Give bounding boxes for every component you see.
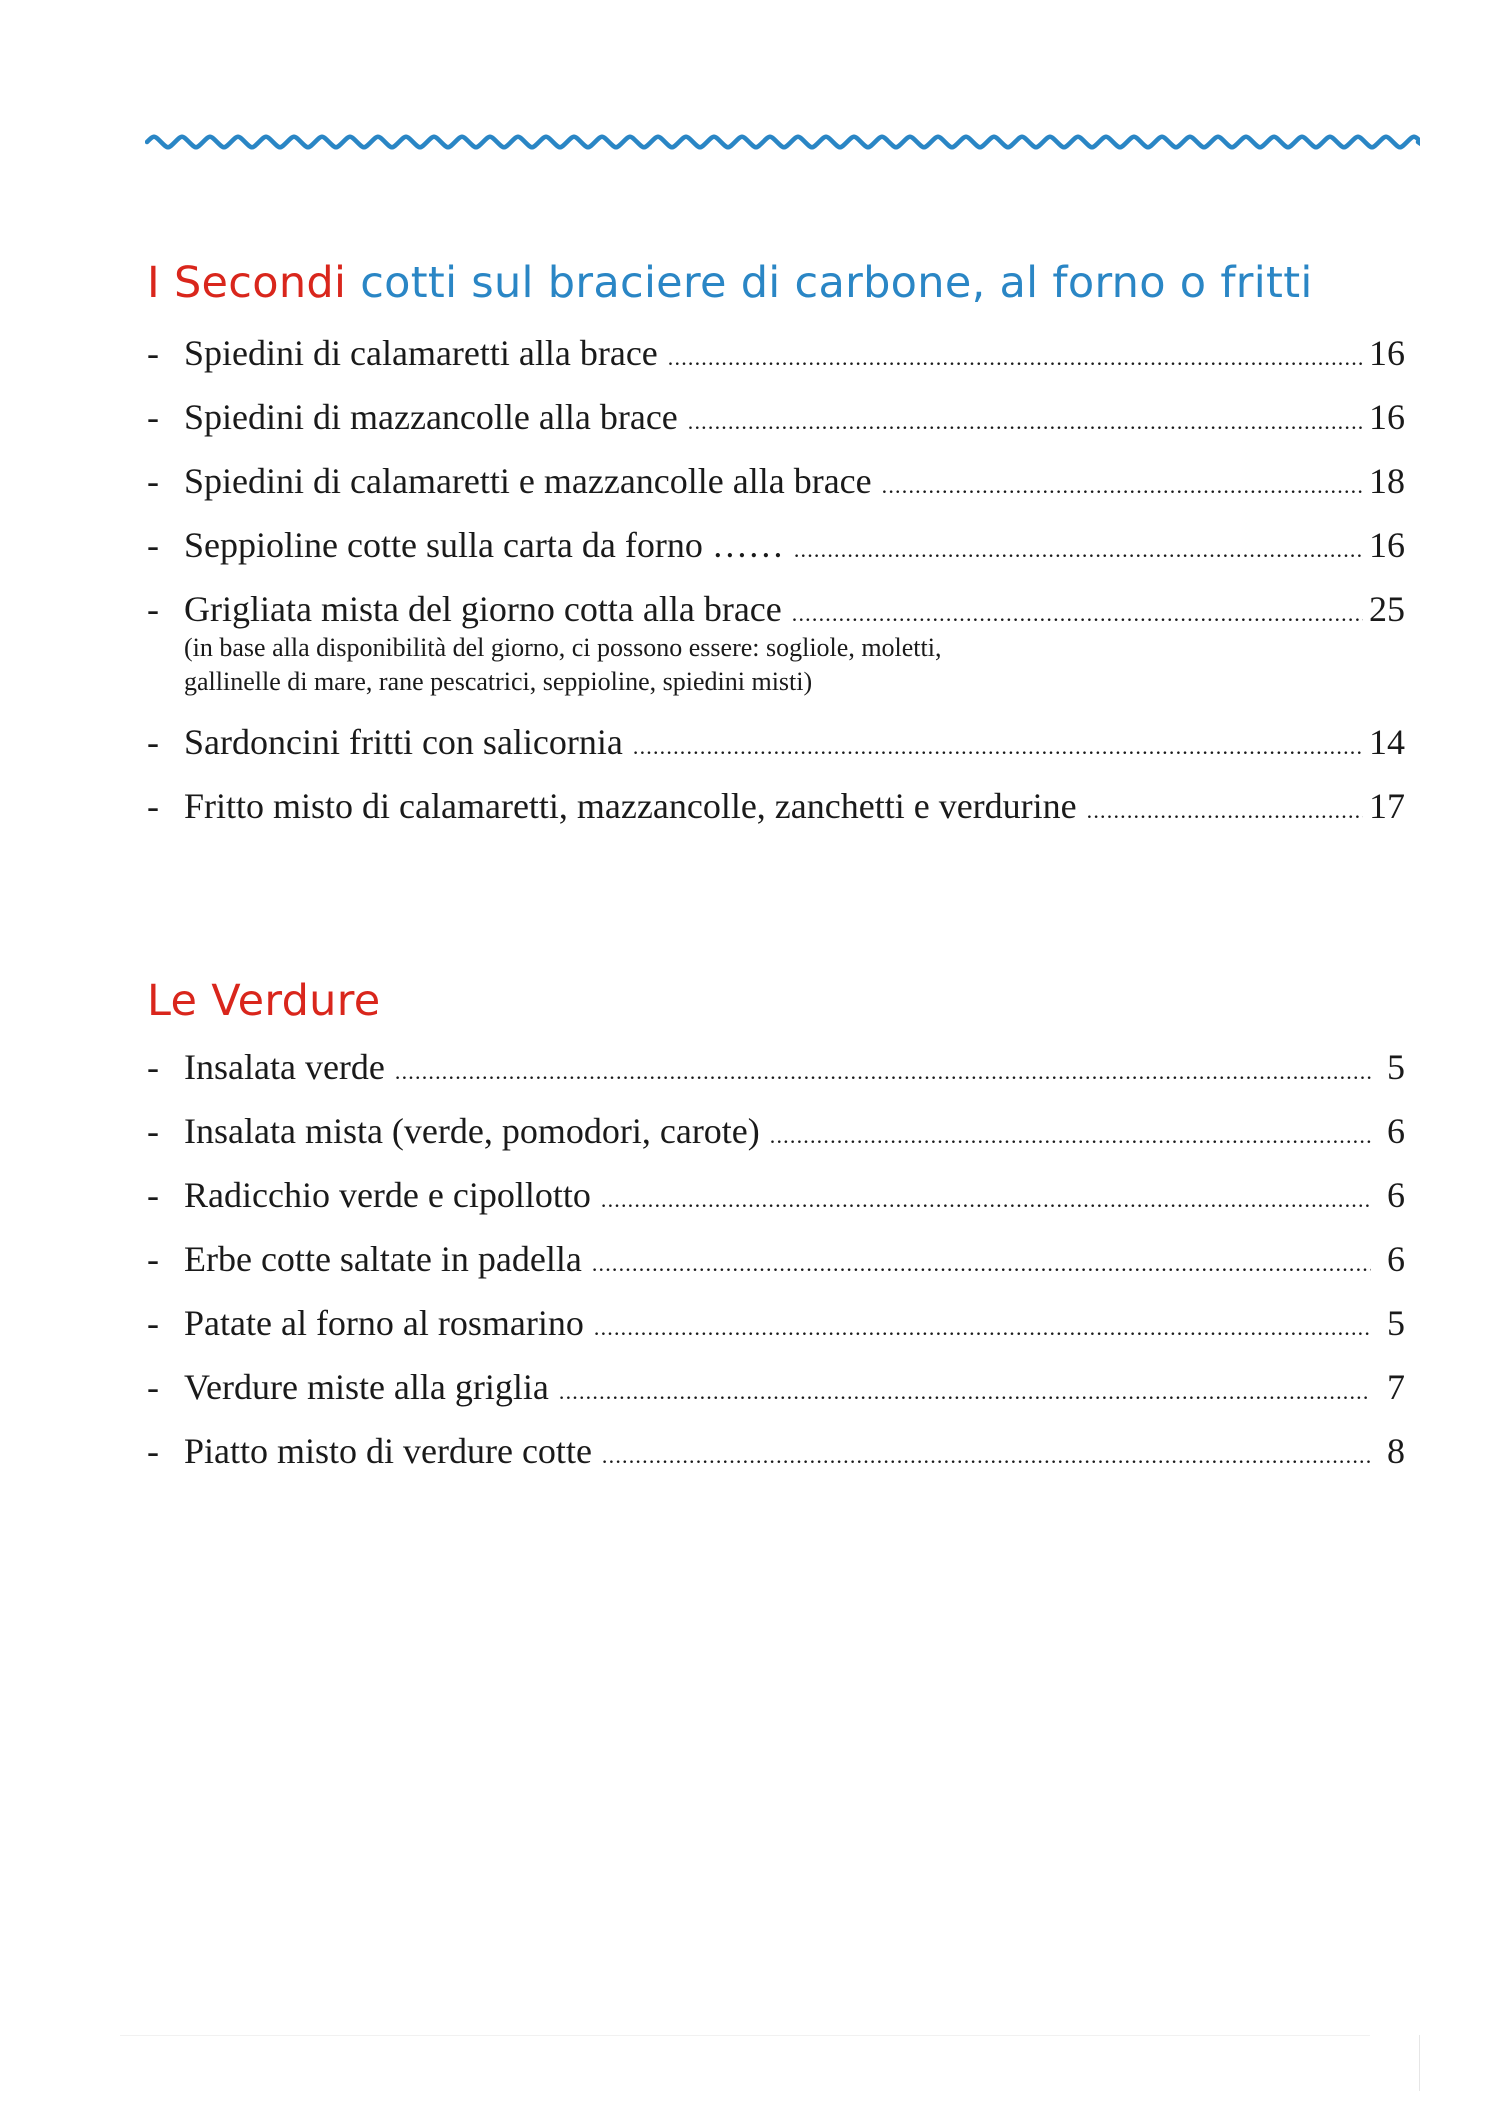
menu-item (147, 1173, 1405, 1217)
item-price: 16 (1369, 333, 1405, 373)
item-price: 6 (1387, 1239, 1405, 1279)
item-dash: - (147, 397, 159, 437)
dot-leader (794, 528, 1363, 572)
item-dash: - (147, 333, 159, 373)
item-dash: - (147, 1431, 159, 1471)
item-name: Insalata mista (verde, pomodori, carote) (184, 1111, 760, 1151)
item-name: Erbe cotte saltate in padella (184, 1239, 582, 1279)
dot-leader (1087, 789, 1363, 833)
item-dash: - (147, 1367, 159, 1407)
footer-divider (120, 2035, 1370, 2036)
section-title-secondi (147, 258, 1313, 308)
dot-leader (594, 1306, 1371, 1350)
dot-leader (633, 725, 1363, 769)
menu-item (147, 587, 1405, 699)
section-title-verdure (147, 976, 381, 1026)
menu-item (147, 1237, 1405, 1281)
item-price: 6 (1387, 1175, 1405, 1215)
item-name: Radicchio verde e cipollotto (184, 1175, 591, 1215)
item-dash: - (147, 786, 159, 826)
dot-leader (592, 1242, 1371, 1286)
title-secondi-blue: cotti sul braciere di carbone, al forno o fritti (360, 258, 1313, 308)
dot-leader (688, 400, 1363, 444)
menu-item (147, 1109, 1405, 1153)
menu-item (147, 1301, 1405, 1345)
item-dash: - (147, 1111, 159, 1151)
item-dash: - (147, 461, 159, 501)
dot-leader (792, 592, 1363, 636)
item-name: Verdure miste alla griglia (184, 1367, 549, 1407)
item-price: 6 (1387, 1111, 1405, 1151)
item-dash: - (147, 1047, 159, 1087)
item-dash: - (147, 1175, 159, 1215)
item-name: Patate al forno al rosmarino (184, 1303, 584, 1343)
dot-leader (559, 1370, 1371, 1414)
item-name: Seppioline cotte sulla carta da forno …… (184, 525, 784, 565)
item-name: Spiedini di mazzancolle alla brace (184, 397, 678, 437)
item-dash: - (147, 1239, 159, 1279)
item-price: 14 (1369, 722, 1405, 762)
item-price: 17 (1369, 786, 1405, 826)
item-price: 25 (1369, 589, 1405, 629)
item-price: 5 (1387, 1303, 1405, 1343)
dot-leader (668, 336, 1363, 380)
dot-leader (770, 1114, 1371, 1158)
menu-item (147, 784, 1405, 828)
item-name: Fritto misto di calamaretti, mazzancolle, zanchetti e verdurine (184, 786, 1077, 826)
item-price: 8 (1387, 1431, 1405, 1471)
dot-leader (395, 1050, 1371, 1094)
item-price: 18 (1369, 461, 1405, 501)
menu-item (147, 331, 1405, 375)
menu-item (147, 720, 1405, 764)
item-price: 16 (1369, 397, 1405, 437)
dot-leader (602, 1434, 1371, 1478)
item-name: Grigliata mista del giorno cotta alla brace (184, 589, 782, 629)
dot-leader (601, 1178, 1371, 1222)
item-name: Piatto misto di verdure cotte (184, 1431, 592, 1471)
footer-vertical-divider (1419, 2035, 1420, 2091)
item-dash: - (147, 722, 159, 762)
item-name: Spiedini di calamaretti alla brace (184, 333, 658, 373)
item-name: Spiedini di calamaretti e mazzancolle alla brace (184, 461, 872, 501)
title-secondi-red: I Secondi (147, 258, 347, 308)
menu-item (147, 523, 1405, 567)
menu-item (147, 1365, 1405, 1409)
menu-item (147, 459, 1405, 503)
title-verdure: Le Verdure (147, 976, 381, 1026)
item-name: Insalata verde (184, 1047, 385, 1087)
dot-leader (882, 464, 1363, 508)
menu-item (147, 395, 1405, 439)
item-price: 5 (1387, 1047, 1405, 1087)
item-note-line: gallinelle di mare, rane pescatrici, seppioline, spiedini misti) (184, 667, 813, 696)
item-price: 7 (1387, 1367, 1405, 1407)
wave-divider (145, 128, 1420, 156)
menu-item (147, 1429, 1405, 1473)
item-dash: - (147, 589, 159, 629)
item-note-line: (in base alla disponibilità del giorno, ci possono essere: sogliole, moletti, (184, 633, 942, 662)
menu-item (147, 1045, 1405, 1089)
item-price: 16 (1369, 525, 1405, 565)
item-name: Sardoncini fritti con salicornia (184, 722, 623, 762)
item-dash: - (147, 1303, 159, 1343)
item-dash: - (147, 525, 159, 565)
